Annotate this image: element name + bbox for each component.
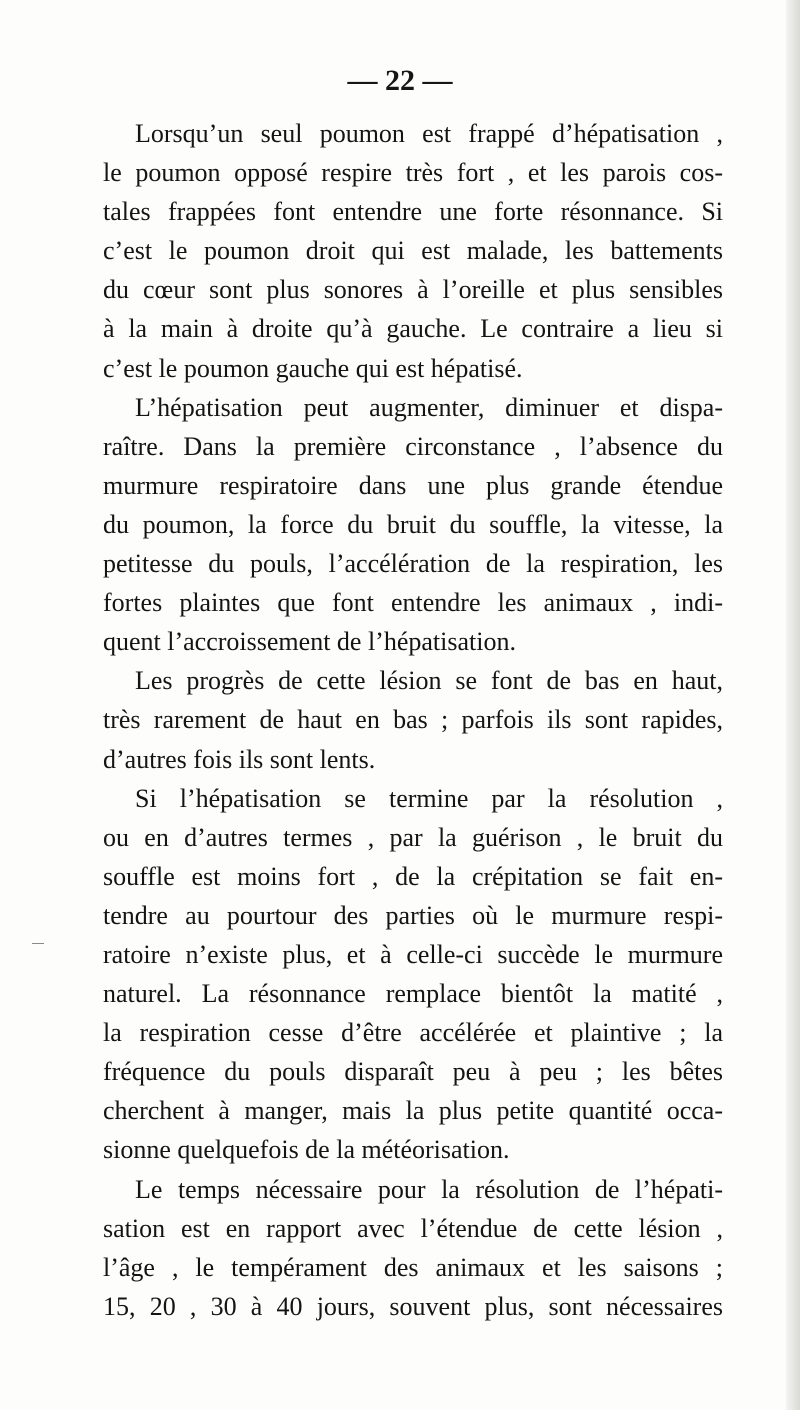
text-line: quent l’accroissement de l’hépatisation.: [103, 627, 516, 657]
text-line: c’est le poumon gauche qui est hépatisé.: [103, 353, 523, 383]
text-line: souffle est moins fort , de la crépitation se fait en-: [103, 861, 723, 891]
text-line: ou en d’autres termes , par la guérison , le bruit du: [103, 822, 723, 852]
text-line: tales frappées font entendre une forte résonnance. Si: [103, 197, 723, 227]
text-line: murmure respiratoire dans une plus grande étendue: [103, 470, 723, 500]
body-text: [103, 114, 723, 1326]
text-line: fortes plaintes que font entendre les animaux , indi-: [103, 588, 723, 618]
text-line: du cœur sont plus sonores à l’oreille et plus sensibles: [103, 275, 723, 305]
text-line: cherchent à manger, mais la plus petite quantité occa-: [103, 1096, 723, 1126]
text-line: la respiration cesse d’être accélérée et plaintive ; la: [103, 1018, 723, 1048]
text-line: d’autres fois ils sont lents.: [103, 744, 376, 774]
text-line: L’hépatisation peut augmenter, diminuer et dispa-: [135, 392, 723, 422]
page-number: — 22 —: [347, 64, 453, 97]
text-line: 15, 20 , 30 à 40 jours, souvent plus, sont nécessaires: [103, 1291, 723, 1321]
text-line: à la main à droite qu’à gauche. Le contraire a lieu si: [103, 314, 723, 344]
text-line: Si l’hépatisation se termine par la résolution ,: [135, 783, 723, 813]
text-line: sation est en rapport avec l’étendue de cette lésion ,: [103, 1213, 723, 1243]
text-line: Le temps nécessaire pour la résolution de l’hépati-: [135, 1174, 723, 1204]
text-line: c’est le poumon droit qui est malade, les battements: [103, 236, 723, 266]
text-line: tendre au pourtour des parties où le murmure respi-: [103, 900, 723, 930]
text-line: naturel. La résonnance remplace bientôt la matité ,: [103, 979, 723, 1009]
text-line: ratoire n’existe plus, et à celle-ci succède le murmure: [103, 939, 723, 969]
text-line: Les progrès de cette lésion se font de bas en haut,: [135, 666, 723, 696]
text-line: du poumon, la force du bruit du souffle, la vitesse, la: [103, 509, 723, 539]
text-line: raître. Dans la première circonstance , l’absence du: [103, 431, 723, 461]
text-line: l’âge , le tempérament des animaux et les saisons ;: [103, 1252, 723, 1282]
margin-mark: [32, 943, 44, 944]
text-line: très rarement de haut en bas ; parfois ils sont rapides,: [103, 705, 723, 735]
text-line: le poumon opposé respire très fort , et les parois cos-: [103, 158, 723, 188]
text-line: Lorsqu’un seul poumon est frappé d’hépatisation ,: [135, 119, 723, 148]
page-edge-shadow: [786, 0, 800, 1410]
text-line: sionne quelquefois de la météorisation.: [103, 1135, 510, 1165]
text-line: petitesse du pouls, l’accélération de la respiration, les: [103, 549, 723, 579]
text-line: fréquence du pouls disparaît peu à peu ; les bêtes: [103, 1057, 723, 1087]
